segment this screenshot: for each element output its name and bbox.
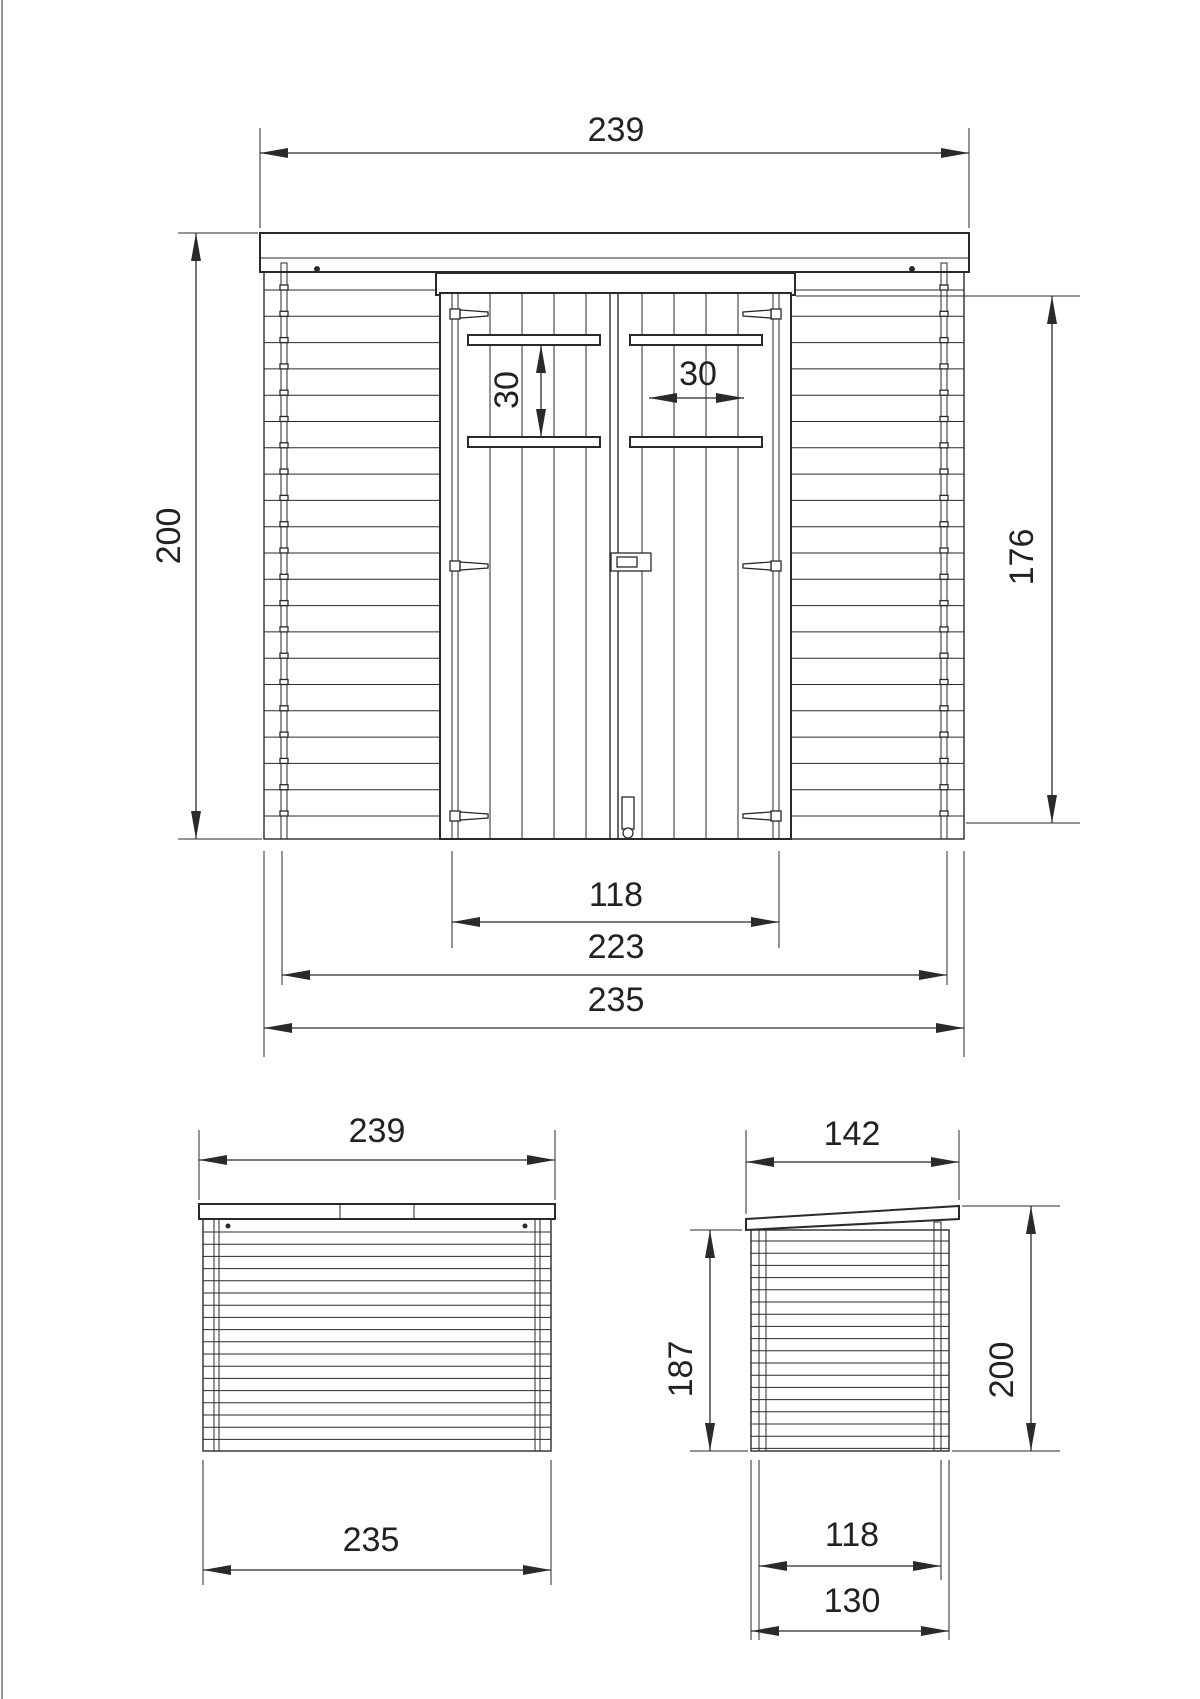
arrowhead [191, 233, 201, 261]
arrowhead [913, 1561, 941, 1571]
rear-elevation-view [199, 1204, 555, 1451]
arrowhead [264, 1023, 292, 1033]
door-drop-bolt [622, 797, 634, 829]
post-peg [280, 443, 288, 448]
arrowhead [282, 970, 310, 980]
side-roof [746, 1206, 959, 1230]
arrowhead [919, 970, 947, 980]
post-peg [280, 653, 288, 658]
back-roof-width-label: 239 [348, 1112, 406, 1150]
hinge-knuckle [771, 811, 781, 821]
post-peg [280, 601, 288, 606]
back-right-post [535, 1219, 540, 1451]
side-low-height-label: 187 [662, 1340, 700, 1398]
arrowhead [1047, 795, 1057, 823]
arrowhead [705, 1423, 715, 1451]
post-peg [280, 574, 288, 579]
hinge-strap [460, 812, 488, 820]
arrowhead [199, 1155, 227, 1165]
post-peg [280, 522, 288, 527]
hinge-strap [743, 812, 771, 820]
arrowhead [1026, 1423, 1036, 1451]
post-peg [280, 469, 288, 474]
post-peg [940, 285, 948, 290]
front-roof-fascia [260, 233, 969, 272]
post-peg [280, 495, 288, 500]
post-peg [940, 627, 948, 632]
post-peg [940, 522, 948, 527]
back-roof [199, 1204, 555, 1219]
post-peg [280, 285, 288, 290]
door-width-label: 118 [588, 876, 644, 914]
arrowhead [751, 1626, 779, 1636]
arrowhead [260, 148, 288, 158]
arrowhead [527, 1155, 555, 1165]
post-peg [940, 574, 948, 579]
side-high-height-label: 200 [983, 1341, 1021, 1399]
back-screw-right [523, 1224, 528, 1229]
side-back-post [934, 1222, 941, 1451]
window-width-label: 30 [679, 355, 717, 393]
back-wall-outline [203, 1219, 551, 1451]
roof-screw-left [314, 266, 320, 272]
side-wall-boards [751, 1241, 949, 1448]
right-window-bottom-rail [630, 437, 762, 447]
door-lintel [436, 273, 795, 295]
post-peg [940, 364, 948, 369]
post-peg [280, 311, 288, 316]
arrowhead [936, 1023, 964, 1033]
back-screw-left [226, 1224, 231, 1229]
side-inner-depth-label: 118 [824, 1516, 880, 1554]
post-peg [940, 706, 948, 711]
left-window-bottom-rail [468, 437, 600, 447]
arrowhead [705, 1230, 715, 1258]
side-base-depth-label: 130 [823, 1582, 881, 1620]
hinge-strap [460, 310, 488, 318]
post-peg [940, 469, 948, 474]
hinge-strap [743, 562, 771, 570]
arrowhead [1047, 296, 1057, 324]
arrowhead [931, 1157, 959, 1167]
post-peg [280, 417, 288, 422]
arrowhead [921, 1626, 949, 1636]
post-peg [940, 785, 948, 790]
hinge-strap [460, 562, 488, 570]
post-peg [280, 364, 288, 369]
front-roof-width-label: 239 [587, 111, 645, 149]
back-left-post [214, 1219, 219, 1451]
post-peg [280, 811, 288, 816]
post-peg [940, 758, 948, 763]
side-elevation-view [746, 1206, 959, 1451]
post-peg [280, 390, 288, 395]
post-peg [940, 732, 948, 737]
post-peg [940, 680, 948, 685]
post-peg [940, 653, 948, 658]
post-peg [940, 417, 948, 422]
post-peg [280, 785, 288, 790]
arrowhead [203, 1565, 231, 1575]
back-base-width-label: 235 [342, 1521, 400, 1559]
post-peg [280, 758, 288, 763]
front-total-height-label: 200 [150, 507, 188, 565]
left-window-top-rail [468, 335, 600, 345]
post-peg [280, 627, 288, 632]
arrowhead [452, 917, 480, 927]
post-peg [940, 443, 948, 448]
post-peg [940, 390, 948, 395]
post-peg [280, 548, 288, 553]
hinge-knuckle [450, 561, 460, 571]
arrowhead [523, 1565, 551, 1575]
side-front-post [759, 1230, 766, 1451]
window-height-label: 30 [488, 371, 526, 409]
arrowhead [191, 811, 201, 839]
hinge-knuckle [771, 309, 781, 319]
front-elevation-view [260, 233, 969, 839]
back-wall-boards [203, 1232, 551, 1439]
side-wall-outline [751, 1230, 949, 1451]
hinge-knuckle [450, 811, 460, 821]
door-drop-bolt-knob [623, 828, 633, 838]
right-window-top-rail [630, 335, 762, 345]
front-base-width-label: 235 [587, 981, 645, 1019]
post-peg [280, 680, 288, 685]
arrowhead [1026, 1206, 1036, 1234]
arrowhead [759, 1561, 787, 1571]
post-peg [280, 706, 288, 711]
front-door-height-label: 176 [1003, 528, 1041, 586]
post-peg [280, 732, 288, 737]
post-peg [940, 811, 948, 816]
post-peg [280, 338, 288, 343]
hinge-knuckle [450, 309, 460, 319]
post-peg [940, 338, 948, 343]
hinge-knuckle [771, 561, 781, 571]
inner-wall-width-label: 223 [587, 928, 645, 966]
arrowhead [746, 1157, 774, 1167]
post-peg [940, 311, 948, 316]
hinge-strap [743, 310, 771, 318]
post-peg [940, 495, 948, 500]
arrowhead [941, 148, 969, 158]
post-peg [940, 548, 948, 553]
arrowhead [751, 917, 779, 927]
door-latch-bolt [617, 557, 637, 567]
roof-screw-right [909, 266, 915, 272]
side-roof-depth-label: 142 [823, 1115, 881, 1153]
post-peg [940, 601, 948, 606]
